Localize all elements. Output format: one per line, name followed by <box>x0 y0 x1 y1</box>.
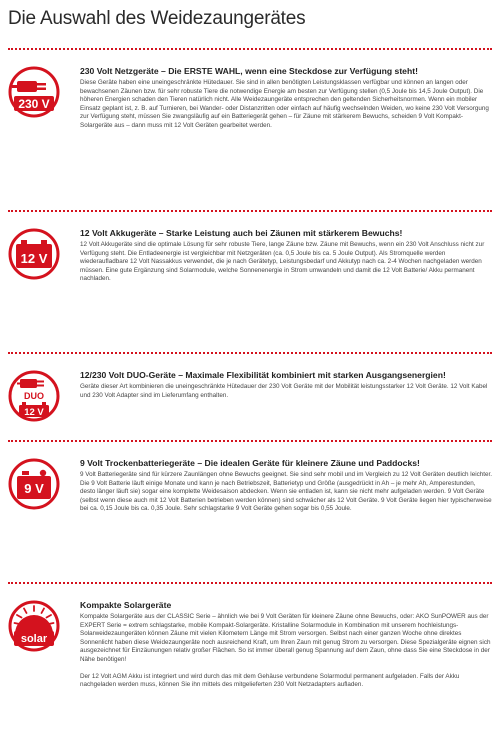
icon-label: 12 V <box>24 407 44 418</box>
section-title: 9 Volt Trockenbatteriegeräte – Die idealen Geräte für kleinere Zäune und Paddocks! <box>80 458 420 468</box>
section-divider <box>8 440 492 442</box>
section-divider <box>8 210 492 212</box>
section-body: 9 Volt Batteriegeräte sind für kürzere Zaunlängen ohne Bewuchs geeignet. Sie sind sehr mobil und im Vergleich zu 12 Volt Geräten deutlich leichter. Die 9 Volt Batterie läuft einige Monate und kann je nach Betriebszeit, Batterietyp und Größe (ausgedrückt in Ah – je mehr Ah, Amperestunden, desto länger läuft sie) sogar eine komplette Weidesaison abdecken. Wenn sie entladen ist, kann sie nicht mehr aufgeladen werden. 9 Volt Geräte (selbst wenn diese auch mit 12 Volt Batterien betrieben werden können) sind schwächer als 12 Volt Geräte. 9 Volt Geräte liegen hier typischerweise bei ca. 0,15 Joule bis ca. 0,35 Joule. Sehr schlagstarke 9 Volt Geräte gehen sogar bis 0,55 Joule. <box>80 471 492 513</box>
section-body: Kompakte Solargeräte aus der CLASSIC Serie – ähnlich wie bei 9 Volt Geräten für kleinere Zäune ohne Bewuchs, oder: AKO SunPOWER aus der EXPERT Serie = extrem schlagstarke, mobile Kompakt-Solargeräte. Kristalline Solarmodule in Kombination mit unserem hochleistungs-Solarweidezaungeräten können Zäune mit vielen Kilometern Länge mit Strom versorgen. Selbst nach einer ganzen Woche ohne direktes Sonnenlicht haben diese Weidezaungeräte noch ausreichend Kraft, um Ihren Zaun mit genug Strom zu versorgen. Diese Spezialgeräte eignen sich ausgezeichnet für Einzäunungen relativ großer Flächen. So ist immer überall genug Spannung auf dem Zaun, ohne dass Sie eine Steckdose in der Nähe benötigen! <box>80 613 491 663</box>
plug-icon <box>8 66 60 118</box>
section-title: 12 Volt Akkugeräte – Starke Leistung auch bei Zäunen mit stärkerem Bewuchs! <box>80 228 403 238</box>
section-divider <box>8 582 492 584</box>
icon-label: solar <box>20 633 48 645</box>
battery-icon <box>8 228 60 280</box>
icon-label: 230 V <box>18 97 50 111</box>
section-body: Geräte dieser Art kombinieren die uneingeschränkte Hütedauer der 230 Volt Geräte mit der Mobilität leistungsstarker 12 Volt Geräte. 12 Volt Kabel und 230 Volt Adapter sind im Lieferumfang enthalten. <box>80 383 488 399</box>
icon-label: 12 V <box>20 251 48 266</box>
section-title: 12/230 Volt DUO-Geräte – Maximale Flexibilität kombiniert mit starken Ausgangsenergien! <box>80 370 446 380</box>
icon-label-top: DUO <box>24 391 44 401</box>
section-body: 12 Volt Akkugeräte sind die optimale Lösung für sehr robuste Tiere, lange Zäune bzw. Zäune mit Bewuchs, wenn ein 230 Volt Anschluss nicht zur Verfügung steht. Die Entladeenergie ist vergleichbar mit Netzgeräten (ca. 0,5 Joule bis ca. 5 Joule Output). Als Stromquelle werden wiederaufladbare 12 Volt Nassakkus verwendet, die je nach Gerätetyp, Leistungsbedarf und Akkutyp nach ca. 2-4 Wochen nachgeladen werden müssen. Eine gute Ergänzung sind Solarmodule, welche Sonnenenergie in Strom umwandeln und damit die 12 Volt Batterie/ Akku permanent nachladen. <box>80 241 485 283</box>
section-title: Kompakte Solargeräte <box>80 600 172 610</box>
icon-label: 9 V <box>24 481 44 496</box>
duo-plug-battery-icon <box>8 370 60 422</box>
sun-icon <box>8 600 60 652</box>
page-title: Die Auswahl des Weidezaungerätes <box>8 8 306 29</box>
section-divider <box>8 352 492 354</box>
section-title: 230 Volt Netzgeräte – Die ERSTE WAHL, wenn eine Steckdose zur Verfügung steht! <box>80 66 418 76</box>
dry-battery-icon <box>8 458 60 510</box>
section-body-secondary: Der 12 Volt AGM Akku ist integriert und wird durch das mit dem Gehäuse verbundene Solarmodul permanent aufgeladen. Falls der Akku nachgeladen werden muss, können Sie ihn mittels des mitgelieferten 230 Volt Netzadapters aufladen. <box>80 672 460 689</box>
section-body: Diese Geräte haben eine uneingeschränkte Hütedauer. Sie sind in allen benötigten Leistungsklassen verfügbar und können an langen oder bewachsenen Zäunen bzw. für sehr robuste Tiere die notwendige Energie am besten zur Verfügung stellen (0,5 Joule bis 14,5 Joule Output). Die höheren Energien schaden den Tieren natürlich nicht. Alle Weidezaungeräte entsprechen den geltenden Sicherheitsnormen. Wenn ein mobiler Einsatz geplant ist, z. B. auf Turnieren, bei Wander- oder Distanzritten oder einfach auf häufig wechselnden Weiden, wo keine 230 Volt Versorgung zur Verfügung steht, müssen Sie zwangsläufig auf ein Batteriegerät gehen – für Zäune mit stärkerem Bewuchs, scheiden 9 Volt Kompakt-Solargeräte aus – dann muss mit 12 Volt Geräten gearbeitet werden. <box>80 79 489 129</box>
section-divider <box>8 48 492 50</box>
